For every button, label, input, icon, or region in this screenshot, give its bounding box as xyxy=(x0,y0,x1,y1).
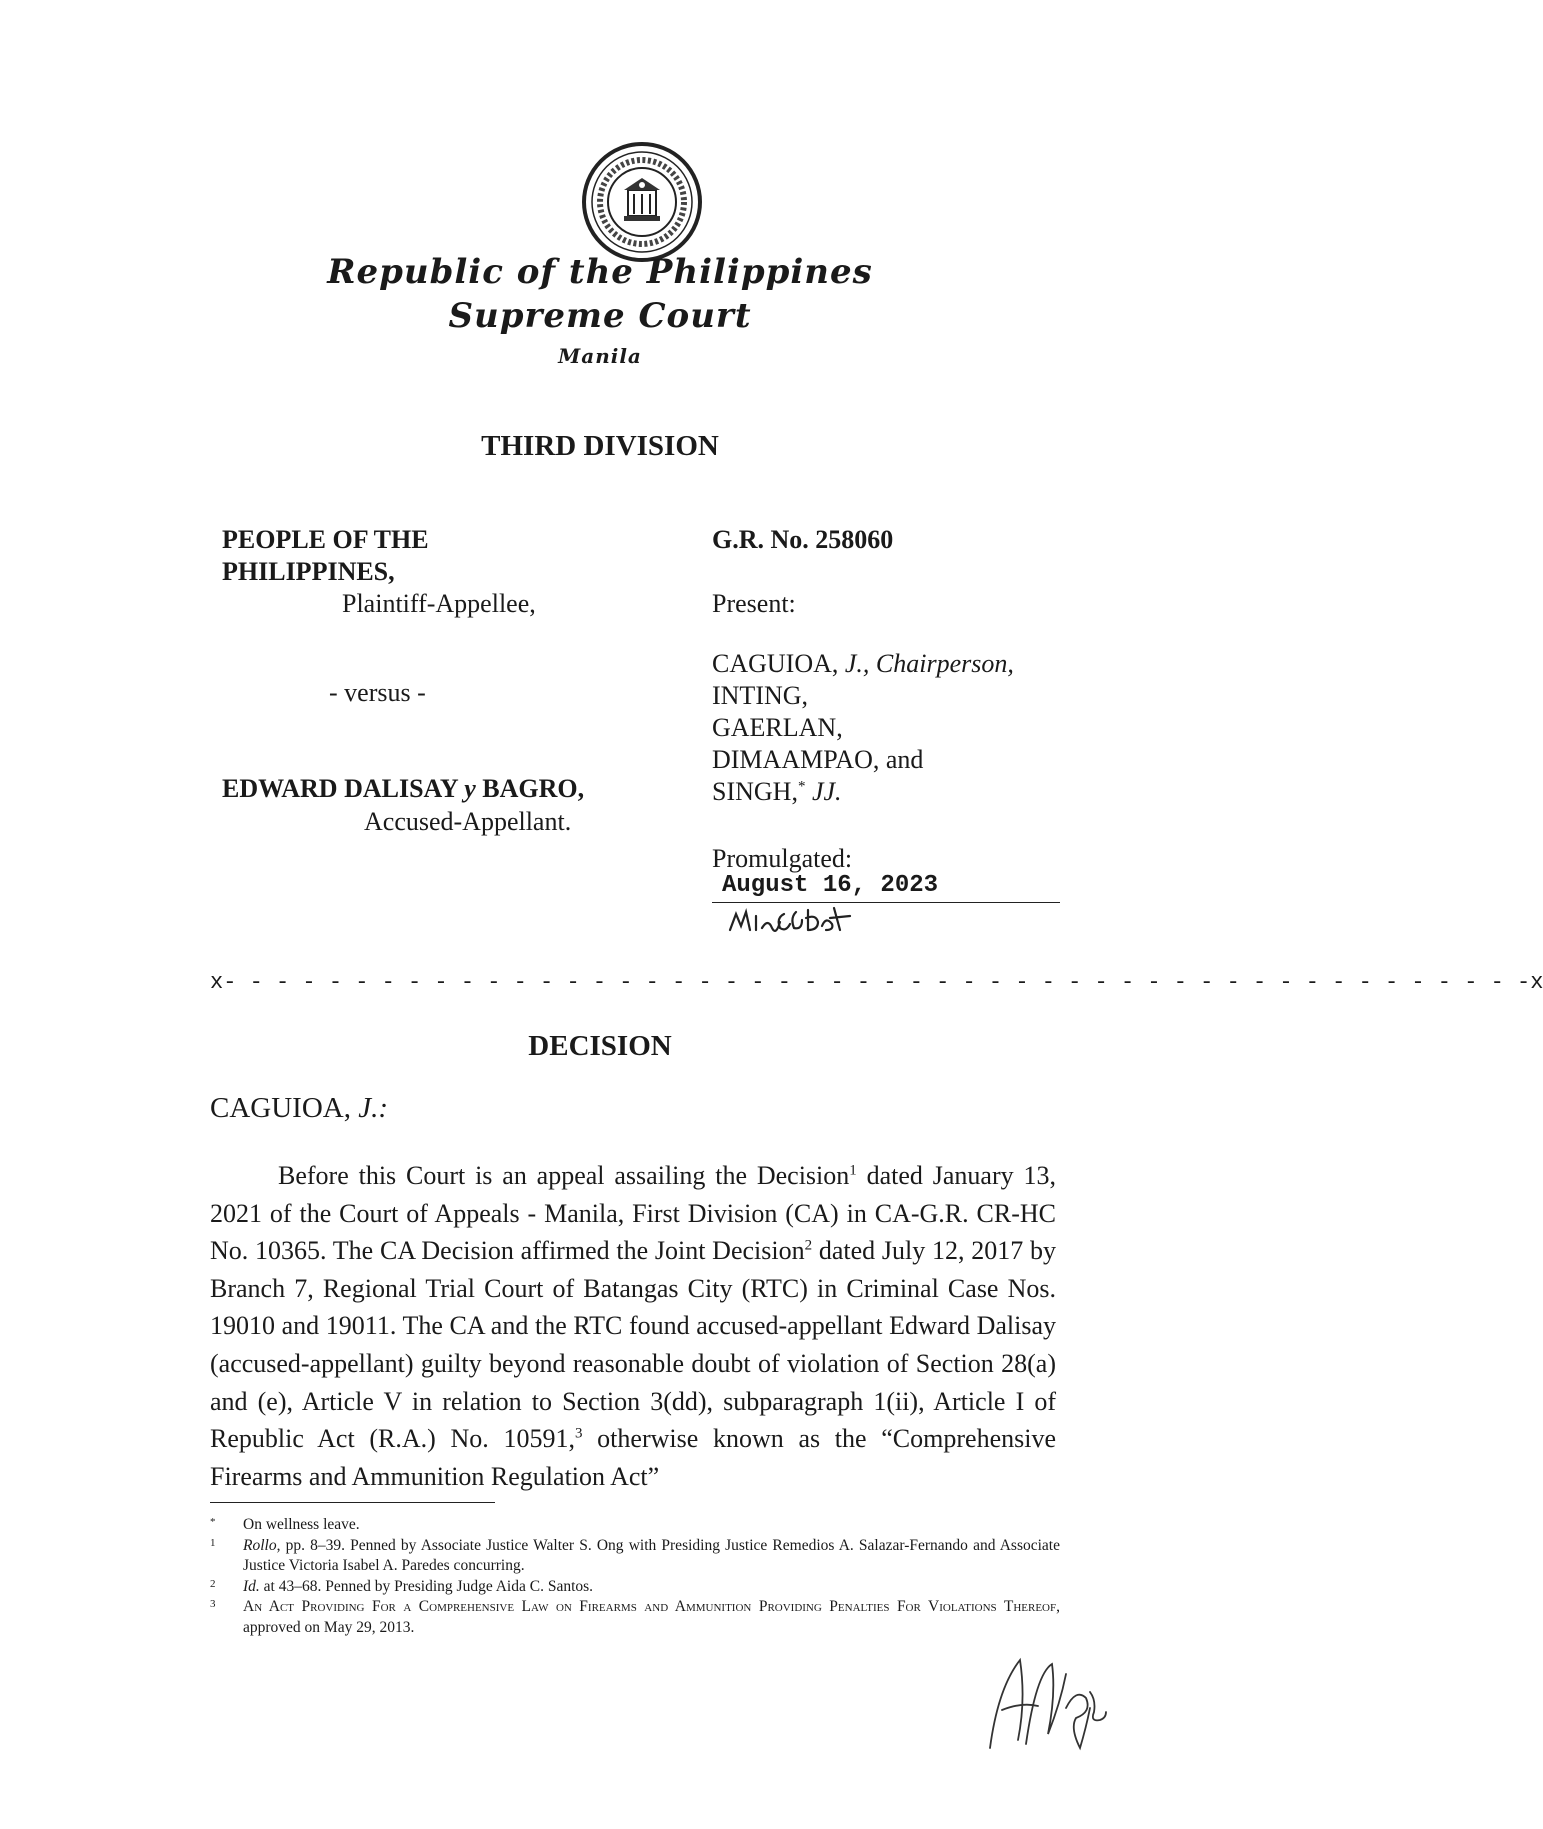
justice-entry: SINGH,* JJ. xyxy=(712,777,842,806)
footnote: * On wellness leave. xyxy=(210,1516,360,1533)
justice-entry: INTING, xyxy=(712,681,809,710)
footnote-ref: 3 xyxy=(574,1425,583,1442)
justice-entry: DIMAAMPAO, and xyxy=(712,745,924,774)
footnote: 2 Id. at 43–68. Penned by Presiding Judge Aida C. Santos. xyxy=(210,1577,594,1595)
court-heading: Supreme Court xyxy=(448,296,752,336)
promulgated-date: August 16, 2023 xyxy=(722,872,939,899)
division-title: THIRD DIVISION xyxy=(481,430,719,462)
justice-entry: CAGUIOA, J., Chairperson, xyxy=(712,649,1014,678)
supreme-court-seal-icon xyxy=(580,140,704,264)
plaintiff-name: PEOPLE OF THE PHILIPPINES, xyxy=(222,525,429,586)
present-label: Present: xyxy=(712,589,796,618)
gr-number: G.R. No. 258060 xyxy=(712,525,894,554)
footnote: 1 Rollo, pp. 8–39. Penned by Associate Justice Walter S. Ong with Presiding Justice Remedios A. Salazar-Fernando and Associate Justice Victoria Isabel A. Paredes concurring. xyxy=(210,1536,1060,1574)
versus-label: - versus - xyxy=(329,678,426,707)
accused-role: Accused-Appellant. xyxy=(364,807,572,836)
accused-name: EDWARD DALISAY y BAGRO, xyxy=(222,774,585,803)
justice-entry: GAERLAN, xyxy=(712,713,843,742)
city-heading: Manila xyxy=(558,344,642,368)
republic-heading: Republic of the Philippines xyxy=(327,252,873,292)
plaintiff-role: Plaintiff-Appellee, xyxy=(342,589,536,618)
body-paragraph: Before this Court is an appeal assailing the Decision$^1$ dated January 13, 2021 of the Court of Appeals - Manila, First Division (CA) in CA-G.R. CR-HC No. 10365. The CA Decision affirmed the Joint Decision$^2$ dated July 12, 2017 by Branch 7, Regional Trial Court of Batangas City (RTC) in Criminal Case Nos. 19010 and 19011. The CA and the RTC found accused-appellant Edward Dalisay (accused-appellant) guilty beyond reasonable doubt of violation of Section 28(a) and (e), Article V in relation to Section 3(dd), subparagraph 1(ii), Article I of Republic Act (R.A.) No. 10591,$^3$ otherwise known as the “Comprehensive Firearms and Ammunition Regulation Act” xyxy=(210,1161,1056,1491)
handwritten-initials-icon xyxy=(982,1648,1112,1758)
footnotes xyxy=(210,1515,1060,1638)
clerk-signature-icon xyxy=(726,900,856,940)
footnote-separator xyxy=(210,1502,495,1503)
ponente: CAGUIOA, J.: xyxy=(210,1092,388,1124)
caption-divider: x- - - - - - - - - - - - - - - - - - - - - - - - - - - - - - - - - - - - - - - - - - - - - - - - - -x xyxy=(210,970,1543,995)
promulgated-label: Promulgated: xyxy=(712,844,853,873)
footnote-ref: 1 xyxy=(849,1162,857,1179)
justices-list xyxy=(712,648,1014,808)
footnote: 3 An Act Providing For a Comprehensive Law on Firearms and Ammunition Providing Penalties For Violations Thereof, approved on May 29, 2013. xyxy=(210,1598,1060,1636)
document-title: DECISION xyxy=(528,1030,672,1062)
footnote-ref: 2 xyxy=(804,1237,813,1254)
